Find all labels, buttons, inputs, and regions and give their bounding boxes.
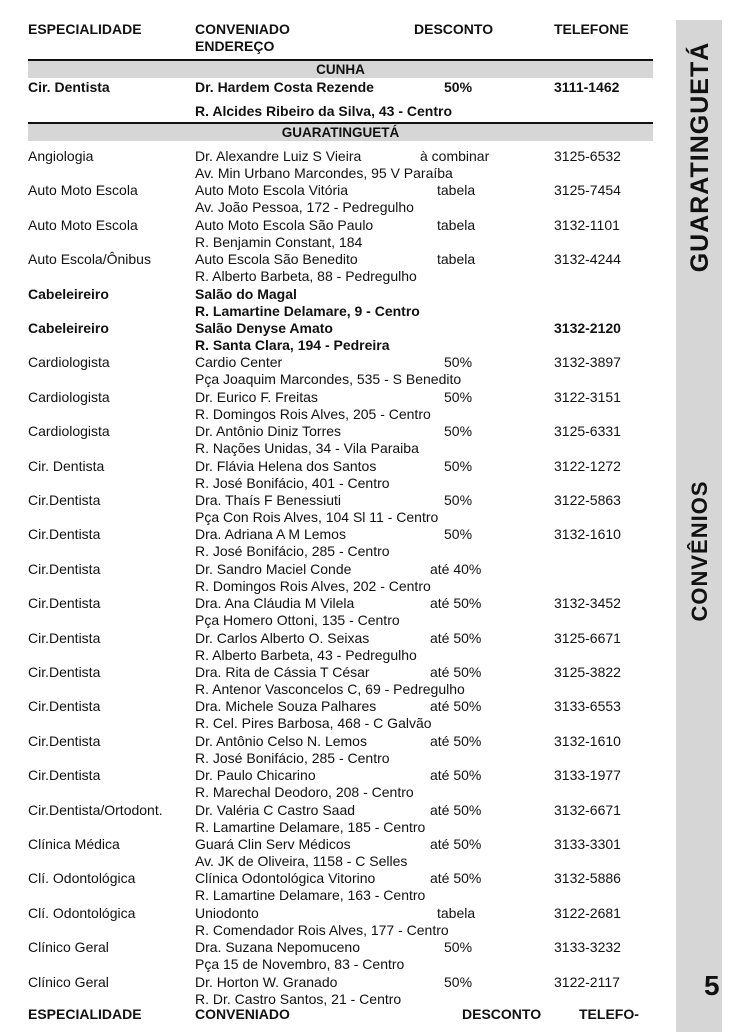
entry-specialty: Clínico Geral bbox=[28, 939, 109, 956]
entry-discount: 50% bbox=[444, 423, 473, 440]
entry-phone: 3122-2117 bbox=[554, 973, 620, 990]
entry-specialty: Cir.Dentista bbox=[28, 560, 101, 577]
section-heading-cunha: CUNHA bbox=[28, 59, 653, 78]
header-desconto: DESCONTO bbox=[414, 21, 494, 37]
header-especialidade: ESPECIALIDADE bbox=[28, 21, 142, 37]
entry-address: R. Lamartine Delamare, 185 - Centro bbox=[195, 818, 426, 835]
entry-discount: 50% bbox=[444, 388, 473, 405]
entry-provider: Dr. Antônio Celso N. Lemos bbox=[195, 732, 367, 749]
entry-specialty: Cir.Dentista bbox=[28, 698, 101, 715]
entry-address: R. Santa Clara, 194 - Pedreira bbox=[195, 337, 390, 353]
list-item bbox=[0, 630, 660, 664]
entry-provider: Dr. Hardem Costa Rezende bbox=[195, 79, 374, 95]
entry-provider: Auto Moto Escola São Paulo bbox=[195, 216, 374, 233]
entry-address: R. Alcides Ribeiro da Silva, 43 - Centro bbox=[195, 103, 452, 119]
list-item bbox=[0, 182, 660, 216]
entry-provider: Salão do Magal bbox=[195, 285, 297, 302]
list-item bbox=[0, 217, 660, 251]
entry-discount: até 40% bbox=[430, 560, 482, 577]
entry-provider: Dr. Flávia Helena dos Santos bbox=[195, 457, 377, 474]
list-item bbox=[0, 698, 660, 732]
footer-especialidade: ESPECIALIDADE bbox=[28, 1006, 142, 1022]
list-item bbox=[0, 905, 660, 939]
entry-phone: 3132-1101 bbox=[554, 216, 620, 233]
entry-specialty: Cabeleireiro bbox=[28, 285, 109, 302]
entry-phone: 3132-1610 bbox=[554, 732, 621, 749]
entry-specialty: Cabeleireiro bbox=[28, 320, 109, 336]
sidebar-section-title: CONVÊNIOS bbox=[687, 480, 712, 622]
entry-discount: até 50% bbox=[430, 767, 482, 784]
entry-address: R. Benjamin Constant, 184 bbox=[195, 233, 363, 250]
entry-discount: até 50% bbox=[430, 595, 482, 612]
list-item bbox=[0, 595, 660, 629]
entry-specialty: Cir.Dentista/Ortodont. bbox=[28, 801, 163, 818]
entry-provider: Dra. Suzana Nepomuceno bbox=[195, 939, 360, 956]
footer-desconto: DESCONTO bbox=[462, 1006, 542, 1022]
entry-discount: até 50% bbox=[430, 870, 482, 887]
list-item bbox=[0, 251, 660, 285]
entry-discount: 50% bbox=[444, 354, 473, 371]
entry-phone: 3133-3301 bbox=[554, 836, 621, 852]
entry-specialty: Cir.Dentista bbox=[28, 767, 101, 784]
entry-phone: 3122-3151 bbox=[554, 388, 621, 405]
entry-specialty: Cir.Dentista bbox=[28, 732, 101, 749]
entry-phone: 3125-6532 bbox=[554, 148, 621, 164]
entry-address: R. Lamartine Delamare, 163 - Centro bbox=[195, 887, 426, 904]
entry-phone: 3132-1610 bbox=[554, 526, 621, 543]
entry-phone: 3122-5863 bbox=[554, 492, 621, 508]
entry-discount: tabela bbox=[437, 216, 476, 233]
entry-phone: 3125-6671 bbox=[554, 629, 621, 646]
entry-provider: Dr. Eurico F. Freitas bbox=[195, 388, 318, 405]
sidebar-city-title: GUARATINGUETÁ bbox=[686, 41, 714, 273]
footer-conveniado: CONVENIADO bbox=[195, 1006, 290, 1022]
page-number: 5 bbox=[704, 970, 720, 1001]
entry-address: R. Comendador Rois Alves, 177 - Centro bbox=[195, 921, 449, 938]
entry-phone: 3125-7454 bbox=[554, 182, 621, 199]
entry-address: R. José Bonifácio, 285 - Centro bbox=[195, 749, 390, 766]
entry-specialty: Cardiologista bbox=[28, 423, 110, 440]
entry-provider: Cardio Center bbox=[195, 354, 283, 371]
entry-phone: 3132-5886 bbox=[554, 870, 621, 887]
list-item bbox=[0, 286, 660, 320]
entry-specialty: Angiologia bbox=[28, 148, 94, 164]
entry-address: R. Antenor Vasconcelos C, 69 - Pedregulho bbox=[195, 681, 465, 697]
entry-provider: Salão Denyse Amato bbox=[195, 320, 333, 336]
entry-phone: 3122-2681 bbox=[554, 904, 621, 921]
entry-phone: 3132-3897 bbox=[554, 354, 621, 371]
entry-specialty: Auto Moto Escola bbox=[28, 216, 138, 233]
entry-discount: à combinar bbox=[420, 148, 490, 164]
entry-address: Av. JK de Oliveira, 1158 - C Selles bbox=[195, 853, 408, 869]
entry-address: R. Lamartine Delamare, 9 - Centro bbox=[195, 302, 420, 319]
entry-address: Pça Con Rois Alves, 104 Sl 11 - Centro bbox=[195, 509, 439, 525]
entry-discount: 50% bbox=[444, 79, 473, 95]
entry-specialty: Cir.Dentista bbox=[28, 595, 101, 612]
entry-specialty: Cardiologista bbox=[28, 354, 110, 371]
list-item bbox=[0, 458, 660, 492]
entry-phone: 3111-1462 bbox=[554, 79, 620, 95]
entry-phone: 3132-4244 bbox=[554, 251, 621, 268]
entry-discount: 50% bbox=[444, 973, 473, 990]
entry-discount: até 50% bbox=[430, 801, 482, 818]
entry-discount: até 50% bbox=[430, 698, 482, 715]
entry-address: Av. João Pessoa, 172 - Pedregulho bbox=[195, 199, 414, 216]
entry-address: R. José Bonifácio, 401 - Centro bbox=[195, 474, 390, 491]
entry-discount: 50% bbox=[444, 939, 473, 956]
entry-specialty: Auto Moto Escola bbox=[28, 182, 138, 199]
entry-discount: até 50% bbox=[430, 629, 482, 646]
list-item bbox=[0, 389, 660, 423]
entry-provider: Dr. Sandro Maciel Conde bbox=[195, 560, 352, 577]
entry-provider: Guará Clin Serv Médicos bbox=[195, 836, 351, 852]
header-endereco: ENDEREÇO bbox=[195, 38, 275, 54]
entry-address: Pça Joaquim Marcondes, 535 - S Benedito bbox=[195, 371, 462, 388]
entry-address: R. Domingos Rois Alves, 205 - Centro bbox=[195, 405, 431, 422]
entry-address: R. Alberto Barbeta, 88 - Pedregulho bbox=[195, 268, 417, 285]
list-item bbox=[0, 974, 660, 1008]
entry-discount: até 50% bbox=[430, 732, 482, 749]
entry-provider: Clínica Odontológica Vitorino bbox=[195, 870, 376, 887]
list-item bbox=[0, 354, 660, 388]
entry-specialty: Cir.Dentista bbox=[28, 629, 101, 646]
entry-address: Pça 15 de Novembro, 83 - Centro bbox=[195, 956, 405, 973]
entry-discount: tabela bbox=[437, 182, 476, 199]
section-heading-guaratingueta: GUARATINGUETÁ bbox=[28, 122, 653, 141]
cunha-entry bbox=[0, 79, 660, 119]
entry-specialty: Cir.Dentista bbox=[28, 526, 101, 543]
footer-telefone: TELEFO- bbox=[579, 1006, 639, 1022]
list-item bbox=[0, 423, 660, 457]
list-item bbox=[0, 526, 660, 560]
entry-address: Pça Homero Ottoni, 135 - Centro bbox=[195, 612, 400, 629]
list-item bbox=[0, 561, 660, 595]
entry-provider: Uniodonto bbox=[195, 904, 259, 921]
entry-discount: 50% bbox=[444, 526, 473, 543]
entry-provider: Auto Escola São Benedito bbox=[195, 251, 358, 268]
list-item bbox=[0, 492, 660, 526]
entry-address: R. José Bonifácio, 285 - Centro bbox=[195, 543, 390, 560]
entry-provider: Dra. Ana Cláudia M Vilela bbox=[195, 595, 355, 612]
entry-specialty: Clí. Odontológica bbox=[28, 904, 136, 921]
entry-provider: Dr. Antônio Diniz Torres bbox=[195, 423, 342, 440]
entry-provider: Dr. Horton W. Granado bbox=[195, 973, 338, 990]
entry-specialty: Cardiologista bbox=[28, 388, 110, 405]
entry-address: Av. Min Urbano Marcondes, 95 V Paraíba bbox=[195, 165, 453, 181]
entry-phone: 3133-6553 bbox=[554, 698, 621, 715]
entry-specialty: Clínico Geral bbox=[28, 973, 109, 990]
list-item bbox=[0, 664, 660, 698]
entry-specialty: Clínica Médica bbox=[28, 836, 120, 852]
entry-address: R. Domingos Rois Alves, 202 - Centro bbox=[195, 577, 431, 594]
entry-provider: Dra. Adriana A M Lemos bbox=[195, 526, 346, 543]
entry-provider: Dr. Paulo Chicarino bbox=[195, 767, 316, 784]
entry-address: R. Cel. Pires Barbosa, 468 - C Galvão bbox=[195, 715, 432, 732]
entry-provider: Dra. Michele Souza Palhares bbox=[195, 698, 377, 715]
list-item bbox=[0, 836, 660, 870]
entry-phone: 3132-3452 bbox=[554, 595, 621, 612]
list-item bbox=[0, 870, 660, 904]
entry-phone: 3133-3232 bbox=[554, 939, 621, 956]
entry-specialty: Cir. Dentista bbox=[28, 79, 110, 95]
entry-address: R. Alberto Barbeta, 43 - Pedregulho bbox=[195, 646, 417, 663]
entry-address: R. Nações Unidas, 34 - Vila Paraiba bbox=[195, 440, 419, 457]
entry-discount: até 50% bbox=[430, 664, 482, 680]
list-item bbox=[0, 767, 660, 801]
entry-specialty: Clí. Odontológica bbox=[28, 870, 136, 887]
entry-provider: Auto Moto Escola Vitória bbox=[195, 182, 349, 199]
entry-discount: 50% bbox=[444, 492, 473, 508]
list-item bbox=[0, 939, 660, 973]
entry-discount: tabela bbox=[437, 904, 476, 921]
entry-discount: 50% bbox=[444, 457, 473, 474]
list-item bbox=[0, 148, 660, 182]
header-conveniado: CONVENIADO bbox=[195, 21, 290, 37]
entry-specialty: Auto Escola/Ônibus bbox=[28, 251, 151, 268]
header-telefone: TELEFONE bbox=[554, 21, 629, 37]
entry-address: R. Marechal Deodoro, 208 - Centro bbox=[195, 784, 414, 801]
entry-provider: Dra. Thaís F Benessiuti bbox=[195, 492, 342, 508]
entry-phone: 3125-3822 bbox=[554, 664, 621, 680]
entry-phone: 3125-6331 bbox=[554, 423, 621, 440]
entry-phone: 3133-1977 bbox=[554, 767, 621, 784]
entry-provider: Dr. Carlos Alberto O. Seixas bbox=[195, 629, 370, 646]
list-item bbox=[0, 733, 660, 767]
entry-specialty: Cir. Dentista bbox=[28, 457, 105, 474]
entry-phone: 3132-6671 bbox=[554, 801, 621, 818]
entry-phone: 3122-1272 bbox=[554, 457, 621, 474]
entry-discount: tabela bbox=[437, 251, 476, 268]
entry-specialty: Cir.Dentista bbox=[28, 664, 101, 680]
entry-provider: Dr. Alexandre Luiz S Vieira bbox=[195, 148, 362, 164]
entry-phone: 3132-2120 bbox=[554, 320, 621, 336]
entry-provider: Dr. Valéria C Castro Saad bbox=[195, 801, 356, 818]
entry-specialty: Cir.Dentista bbox=[28, 492, 101, 508]
list-item bbox=[0, 802, 660, 836]
entry-provider: Dra. Rita de Cássia T César bbox=[195, 664, 370, 680]
entry-discount: até 50% bbox=[430, 836, 482, 852]
list-item bbox=[0, 320, 660, 354]
entry-address: R. Dr. Castro Santos, 21 - Centro bbox=[195, 990, 402, 1007]
